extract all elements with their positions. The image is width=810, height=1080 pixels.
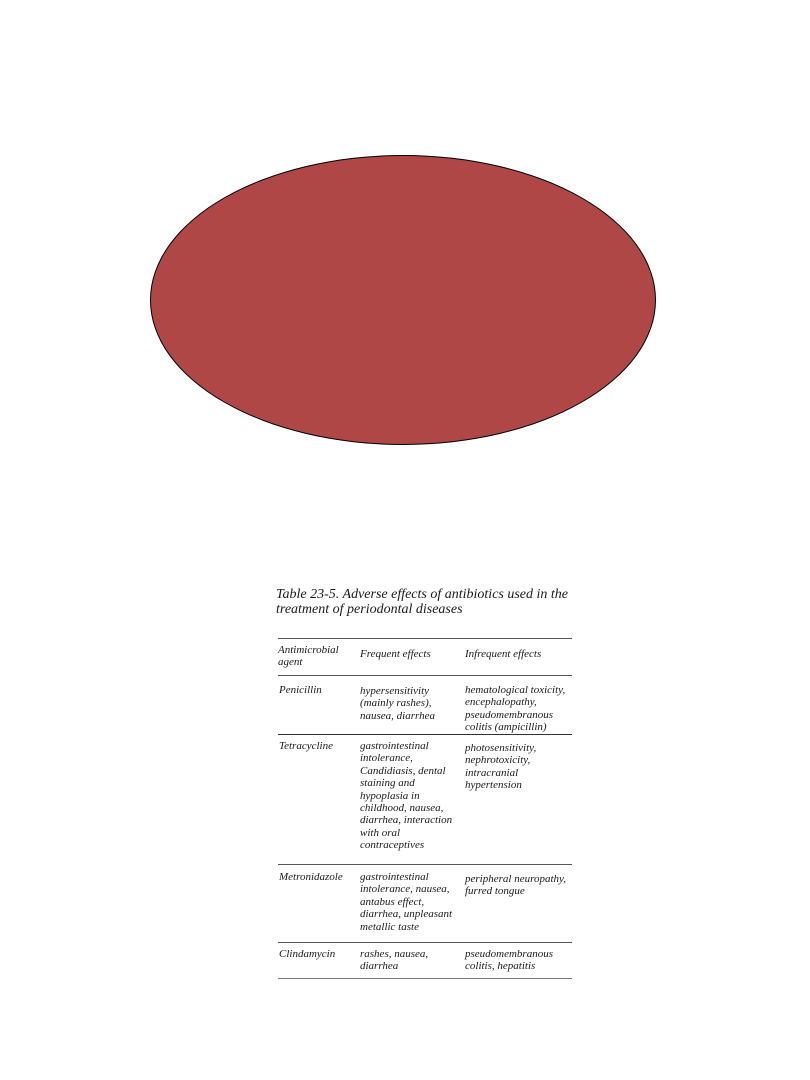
- adverse-effects-table: [278, 638, 572, 979]
- header-frequent-effects: Frequent effects: [360, 639, 465, 676]
- table-row: [278, 735, 572, 865]
- header-antimicrobial-agent: Antimicrobial agent: [278, 639, 360, 676]
- cell-agent: Metronidazole: [278, 865, 360, 943]
- cell-infrequent: photosensitivity, nephrotoxicity, intracranial hypertension: [465, 735, 572, 865]
- cell-frequent: gastrointestinal intolerance, nausea, antabus effect, diarrhea, unpleasant metallic taste: [360, 865, 465, 943]
- cell-agent: Clindamycin: [278, 943, 360, 979]
- cell-frequent: rashes, nausea, diarrhea: [360, 943, 465, 979]
- table-row: [278, 865, 572, 943]
- cell-infrequent: hematological toxicity, encephalopathy, pseudomembranous colitis (ampicillin): [465, 676, 572, 735]
- cell-agent: Penicillin: [278, 676, 360, 735]
- table-row: [278, 943, 572, 979]
- table-caption: Table 23-5. Adverse effects of antibiotics used in the treatment of periodontal diseases: [276, 587, 569, 617]
- table-header-row: [278, 639, 572, 676]
- red-ellipse-figure: [150, 155, 656, 445]
- header-infrequent-effects: Infrequent effects: [465, 639, 572, 676]
- cell-infrequent: pseudomembranous colitis, hepatitis: [465, 943, 572, 979]
- cell-agent: Tetracycline: [278, 735, 360, 865]
- cell-frequent: gastrointestinal intolerance, Candidiasis, dental staining and hypoplasia in childhood, nausea, diarrhea, interaction with oral contraceptives: [360, 735, 465, 865]
- cell-infrequent: peripheral neuropathy, furred tongue: [465, 865, 572, 943]
- cell-frequent: hypersensitivity (mainly rashes), nausea, diarrhea: [360, 676, 465, 735]
- table-row: [278, 676, 572, 735]
